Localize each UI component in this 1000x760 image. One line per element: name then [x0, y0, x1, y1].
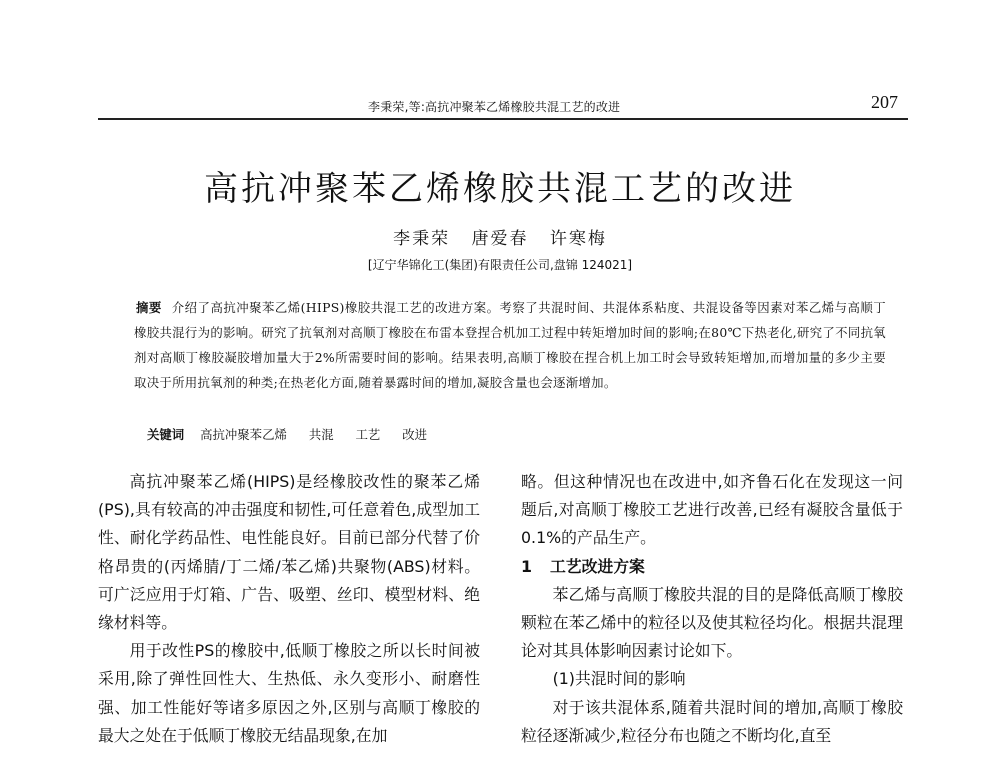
- keywords: [147, 425, 887, 445]
- keyword-item: 共混: [308, 427, 334, 442]
- keywords-label: 关键词: [147, 427, 185, 442]
- section-heading: [521, 553, 903, 581]
- keyword-item: 改进: [402, 427, 428, 442]
- author-affiliation: [辽宁华锦化工(集团)有限责任公司,盘锦 124021]: [367, 258, 633, 272]
- body-paragraph: 对于该共混体系,随着共混时间的增加,高顺丁橡胶粒径逐渐减少,粒径分布也随之不断均化,直至: [521, 697, 903, 745]
- article-title: 高抗冲聚苯乙烯橡胶共混工艺的改进: [204, 169, 796, 209]
- running-header: [98, 92, 908, 120]
- page-number: 207: [871, 92, 898, 112]
- body-paragraph: 苯乙烯与高顺丁橡胶共混的目的是降低高顺丁橡胶颗粒在苯乙烯中的粒径以及使其粒径均化。根据共混理论对其具体影响因素讨论如下。: [521, 584, 903, 661]
- body-paragraph: 高抗冲聚苯乙烯(HIPS)是经橡胶改性的聚苯乙烯(PS),具有较高的冲击强度和韧性,可任意着色,成型加工性、耐化学药品性、电性能良好。目前已部分代替了价格昂贵的(丙烯腈/丁二烯/苯乙烯)共聚物(ABS)材料。可广泛应用于灯箱、广告、吸塑、丝印、模型材料、绝缘材料等。: [98, 472, 480, 633]
- body-paragraph: 略。但这种情况也在改进中,如齐鲁石化在发现这一问题后,对高顺丁橡胶工艺进行改善,已经有凝胶含量低于0.1%的产品生产。: [521, 472, 903, 548]
- body-paragraph: 用于改性PS的橡胶中,低顺丁橡胶之所以长时间被采用,除了弹性回性大、生热低、永久变形小、耐磨性强、加工性能好等诸多原因之外,区别与高顺丁橡胶的最大之处在于低顺丁橡胶无结晶现象,在加: [98, 641, 480, 745]
- abstract-text: 介绍了高抗冲聚苯乙烯(HIPS)橡胶共混工艺的改进方案。考察了共混时间、共混体系粘度、共混设备等因素对苯乙烯与高顺丁橡胶共混行为的影响。研究了抗氧剂对高顺丁橡胶在布雷本登捏合机加工过程中转矩增加时间的影响;在80℃下热老化,研究了不同抗氧剂对高顺丁橡胶凝胶增加量大于2%所需要时间的影响。结果表明,高顺丁橡胶在捏合机上加工时会导致转矩增加,而增加量的多少主要取决于所用抗氧剂的种类;在热老化方面,随着暴露时间的增加,凝胶含量也会逐渐增加。: [134, 300, 886, 390]
- subsection-heading: (1)共混时间的影响: [552, 669, 686, 689]
- running-title: 李秉荣,等:高抗冲聚苯乙烯橡胶共混工艺的改进: [368, 100, 621, 114]
- author-list: 李秉荣 唐爱春 许寒梅: [393, 229, 607, 249]
- keyword-item: 工艺: [355, 427, 381, 442]
- section-title: 工艺改进方案: [550, 556, 645, 576]
- keyword-item: 高抗冲聚苯乙烯: [200, 427, 287, 442]
- abstract-label: 摘要: [136, 300, 162, 315]
- section-number: 1: [521, 556, 532, 576]
- body-column-right: [521, 468, 903, 750]
- body-column-left: [98, 468, 480, 750]
- abstract: [134, 295, 886, 395]
